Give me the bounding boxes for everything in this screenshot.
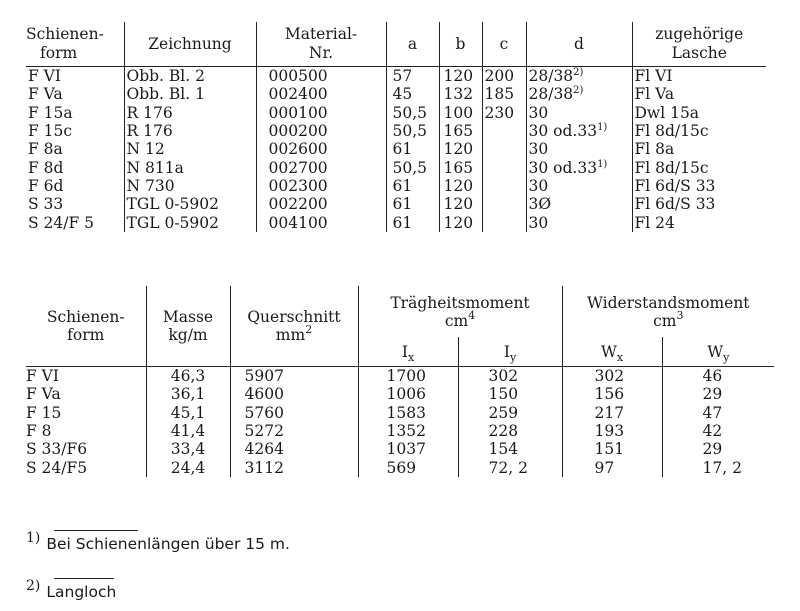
cell-d: 30 [526, 177, 632, 195]
cell-drawing: R 176 [124, 104, 256, 122]
header-iy: $I_y$ [458, 337, 562, 366]
cell-d: 30 [526, 140, 632, 158]
cell-d: 30 od.33$^{1)}$ [526, 158, 632, 176]
header-ix: $I_x$ [358, 337, 458, 366]
header-rail-form: Schienen- form [26, 286, 146, 367]
cell-drawing: Obb. Bl. 1 [124, 85, 256, 103]
table-row [26, 67, 766, 86]
cell-a: 61 [386, 213, 439, 231]
cell-material-nr: 002700 [256, 158, 386, 176]
table-row [26, 422, 774, 440]
cell-material-nr: 000100 [256, 104, 386, 122]
cell-ix: 1352 [358, 422, 458, 440]
cell-c [482, 140, 526, 158]
cell-rail-form: F 15a [28, 103, 73, 122]
cell-rail-form: F 8d [28, 158, 64, 177]
cell-rail-form: F 8 [26, 422, 52, 441]
header-a: a [386, 22, 439, 67]
cell-c [482, 177, 526, 195]
cell-cross-section: 5272 [230, 422, 358, 440]
table-header-row [26, 22, 766, 67]
rail-properties-table [26, 286, 774, 477]
table-row [26, 385, 774, 403]
cell-material-nr: 000200 [256, 122, 386, 140]
cell-rail-form: S 33/F6 [26, 440, 88, 459]
cell-mass: 36,1 [146, 385, 230, 403]
cell-b: 165 [439, 122, 482, 140]
cell-mass: 41,4 [146, 422, 230, 440]
footnote-1: 1) Bei Schienenlängen über 15 m. [26, 530, 290, 553]
cell-a: 61 [386, 140, 439, 158]
cell-drawing: R 176 [124, 122, 256, 140]
cell-plate: Fl VI [632, 67, 766, 86]
header-wy: $W_y$ [662, 337, 774, 366]
cell-iy: 259 [458, 404, 562, 422]
cell-rail-form: F 15 [26, 403, 62, 422]
cell-rail-form: F Va [26, 385, 61, 404]
cell-rail-form: S 24/F 5 [28, 213, 95, 232]
cell-cross-section: 4600 [230, 385, 358, 403]
cell-wy: 46 [662, 367, 774, 386]
footnote-ref: 1) [597, 158, 608, 170]
cell-ix: 569 [358, 458, 458, 476]
table-row [26, 440, 774, 458]
cell-c [482, 213, 526, 231]
cell-rail-form: F 8a [28, 140, 63, 159]
cell-d: 28/38$^{2)}$ [526, 67, 632, 86]
table-row [26, 367, 774, 386]
header-rail-form: Schienen- form [26, 22, 124, 67]
rail-profile-table [26, 22, 766, 232]
cell-c [482, 195, 526, 213]
cell-wx: 97 [562, 458, 662, 476]
cell-a: 50,5 [386, 158, 439, 176]
cell-material-nr: 002400 [256, 85, 386, 103]
cell-rail-form: S 33 [28, 195, 64, 214]
cell-iy: 228 [458, 422, 562, 440]
cell-iy: 150 [458, 385, 562, 403]
cell-wy: 29 [662, 440, 774, 458]
cell-mass: 24,4 [146, 458, 230, 476]
cell-wx: 302 [562, 367, 662, 386]
footnote-ref: 1) [597, 122, 608, 134]
table-row [26, 140, 766, 158]
cell-cross-section: 4264 [230, 440, 358, 458]
cell-mass: 45,1 [146, 404, 230, 422]
cell-a: 57 [386, 67, 439, 86]
table-row [26, 195, 766, 213]
table-row [26, 158, 766, 176]
cell-b: 120 [439, 195, 482, 213]
cell-d: 30 od.33$^{1)}$ [526, 122, 632, 140]
cell-cross-section: 5907 [230, 367, 358, 386]
table-row [26, 213, 766, 231]
table-row [26, 458, 774, 476]
header-c: c [482, 22, 526, 67]
cell-d: 30 [526, 104, 632, 122]
table-row [26, 404, 774, 422]
cell-b: 120 [439, 67, 482, 86]
cell-iy: 302 [458, 367, 562, 386]
cell-plate: Fl 8d/15c [632, 158, 766, 176]
cell-plate: Fl 8d/15c [632, 122, 766, 140]
cell-rail-form: F VI [26, 367, 59, 386]
cell-material-nr: 002600 [256, 140, 386, 158]
footnote-ref: 2) [573, 85, 584, 97]
cell-iy: 72, 2 [458, 458, 562, 476]
cell-cross-section: 3112 [230, 458, 358, 476]
cell-wy: 47 [662, 404, 774, 422]
table-row [26, 122, 766, 140]
cell-ix: 1583 [358, 404, 458, 422]
cell-plate: Fl 8a [632, 140, 766, 158]
cell-b: 165 [439, 158, 482, 176]
cell-c [482, 158, 526, 176]
cell-rail-form: S 24/F5 [26, 458, 88, 477]
header-cross-section: Querschnitt $mm^2$ [230, 286, 358, 367]
cell-plate: Fl 6d/S 33 [632, 177, 766, 195]
cell-b: 120 [439, 140, 482, 158]
cell-material-nr: 000500 [256, 67, 386, 86]
cell-b: 120 [439, 213, 482, 231]
cell-c: 200 [482, 67, 526, 86]
cell-d: 30 [526, 213, 632, 231]
header-wx: $W_x$ [562, 337, 662, 366]
cell-plate: Fl 24 [632, 213, 766, 231]
cell-mass: 46,3 [146, 367, 230, 386]
header-mass: Masse kg/m [146, 286, 230, 367]
cell-a: 45 [386, 85, 439, 103]
header-b: b [439, 22, 482, 67]
header-material-nr: Material- Nr. [256, 22, 386, 67]
cell-drawing: N 12 [124, 140, 256, 158]
footnote-rule [54, 530, 138, 531]
cell-wx: 156 [562, 385, 662, 403]
cell-d: 28/38$^{2)}$ [526, 85, 632, 103]
cell-rail-form: F 15c [28, 122, 73, 141]
cell-b: 120 [439, 177, 482, 195]
cell-b: 100 [439, 104, 482, 122]
cell-wx: 151 [562, 440, 662, 458]
cell-wx: 193 [562, 422, 662, 440]
cell-wx: 217 [562, 404, 662, 422]
cell-a: 61 [386, 195, 439, 213]
cell-rail-form: F VI [28, 67, 61, 86]
cell-wy: 29 [662, 385, 774, 403]
cell-ix: 1700 [358, 367, 458, 386]
cell-plate: Dwl 15a [632, 104, 766, 122]
header-drawing: Zeichnung [124, 22, 256, 67]
cell-d: 3Ø [526, 195, 632, 213]
cell-a: 61 [386, 177, 439, 195]
cell-mass: 33,4 [146, 440, 230, 458]
cell-material-nr: 002200 [256, 195, 386, 213]
cell-plate: Fl 6d/S 33 [632, 195, 766, 213]
cell-drawing: Obb. Bl. 2 [124, 67, 256, 86]
header-d: d [526, 22, 632, 67]
cell-drawing: TGL 0-5902 [124, 195, 256, 213]
cell-c [482, 122, 526, 140]
table-row [26, 177, 766, 195]
cell-rail-form: F 6d [28, 176, 64, 195]
cell-drawing: N 811a [124, 158, 256, 176]
footnote-2: 2) Langloch [26, 578, 117, 601]
table-row [26, 85, 766, 103]
cell-drawing: N 730 [124, 177, 256, 195]
cell-rail-form: F Va [28, 85, 63, 104]
header-plate: zugehörige Lasche [632, 22, 766, 67]
cell-iy: 154 [458, 440, 562, 458]
cell-drawing: TGL 0-5902 [124, 213, 256, 231]
table-row [26, 104, 766, 122]
header-section-modulus: Widerstandsmoment $cm^3$ [562, 286, 774, 337]
cell-wy: 42 [662, 422, 774, 440]
cell-b: 132 [439, 85, 482, 103]
cell-a: 50,5 [386, 104, 439, 122]
header-moment-of-inertia: Trägheitsmoment $cm^4$ [358, 286, 562, 337]
footnote-ref: 2) [573, 67, 584, 79]
cell-ix: 1037 [358, 440, 458, 458]
cell-material-nr: 002300 [256, 177, 386, 195]
cell-ix: 1006 [358, 385, 458, 403]
cell-plate: Fl Va [632, 85, 766, 103]
cell-a: 50,5 [386, 122, 439, 140]
footnote-rule [54, 578, 114, 579]
table-header-row [26, 286, 774, 337]
cell-c: 230 [482, 104, 526, 122]
cell-cross-section: 5760 [230, 404, 358, 422]
cell-wy: 17, 2 [662, 458, 774, 476]
cell-c: 185 [482, 85, 526, 103]
cell-material-nr: 004100 [256, 213, 386, 231]
